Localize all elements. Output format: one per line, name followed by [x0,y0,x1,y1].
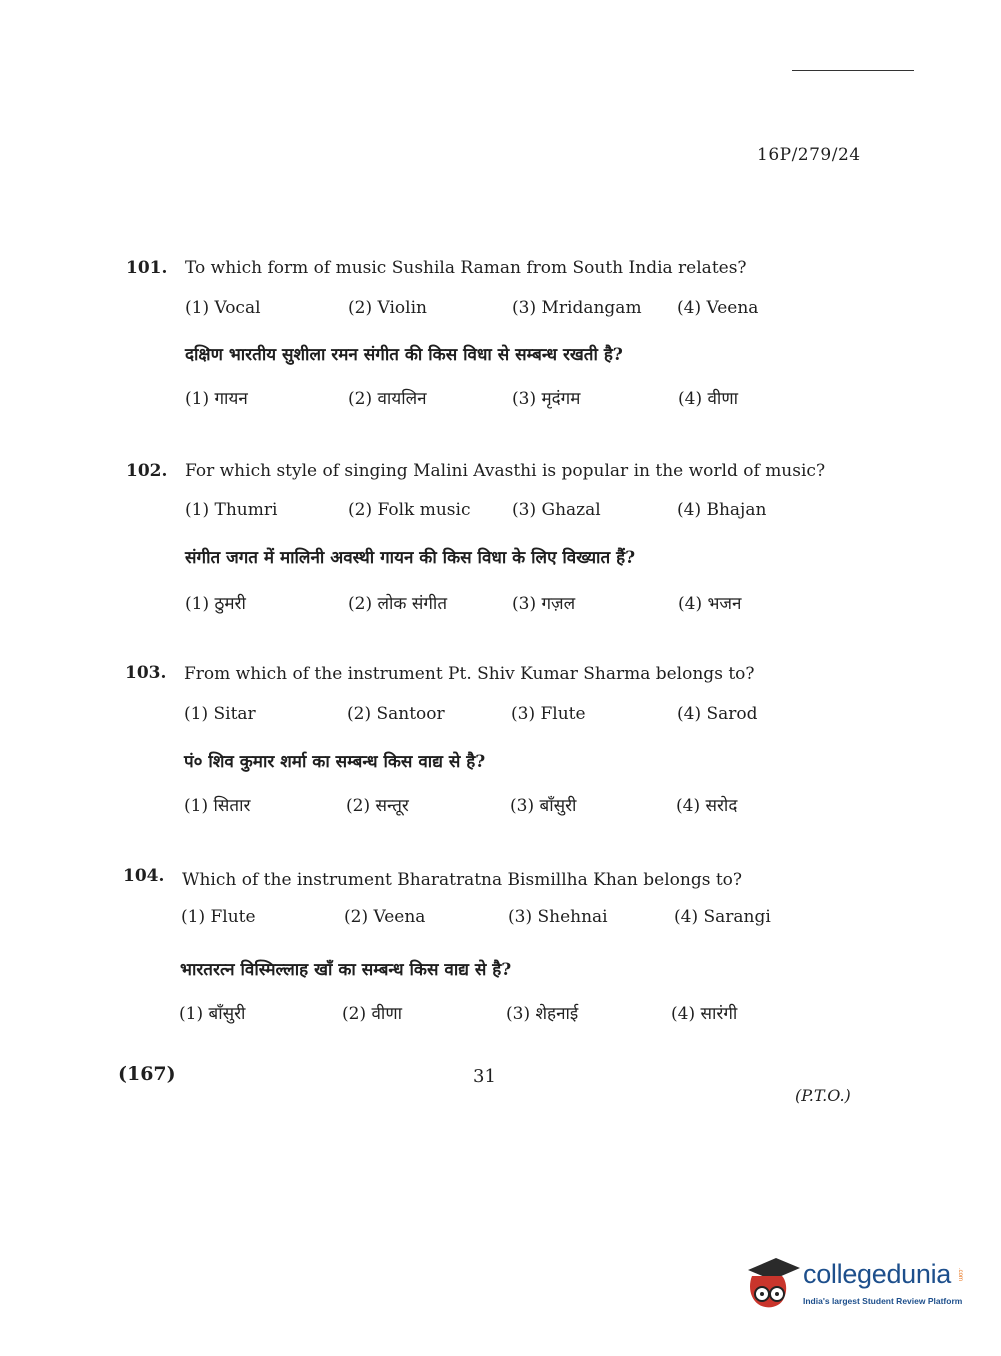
option-3-en: (3) Flute [511,704,586,724]
question-number: 102. [126,461,168,481]
option-2-en: (2) Santoor [347,704,445,724]
question-text-en: Which of the instrument Bharatratna Bismillha Khan belongs to? [182,870,743,890]
option-3-en: (3) Shehnai [508,907,608,927]
question-text-hi: दक्षिण भारतीय सुशीला रमन संगीत की किस विधा से सम्बन्ध रखती है? [185,345,623,365]
option-4-en: (4) Bhajan [677,500,767,520]
option-4-hi: (4) सरोद [676,796,738,816]
brand-suffix: .com [957,1268,963,1282]
option-3-hi: (3) मृदंगम [512,389,581,409]
option-3-hi: (3) बाँसुरी [510,796,577,816]
option-1-en: (1) Vocal [185,298,261,318]
option-1-en: (1) Sitar [184,704,256,724]
option-4-hi: (4) भजन [678,594,742,614]
option-1-hi: (1) ठुमरी [185,594,246,614]
page-number: 31 [473,1066,496,1087]
option-1-hi: (1) गायन [185,389,248,409]
option-2-hi: (2) वायलिन [348,389,427,409]
option-2-en: (2) Folk music [348,500,471,520]
option-1-hi: (1) बाँसुरी [179,1004,246,1024]
mascot-icon [742,1254,800,1312]
collegedunia-watermark [742,1254,967,1314]
option-3-hi: (3) गज़ल [512,594,576,614]
header-rule [792,70,914,71]
question-text-hi: संगीत जगत में मालिनी अवस्थी गायन की किस विधा के लिए विख्यात हैं? [185,548,636,568]
set-code: (167) [118,1063,176,1085]
option-3-en: (3) Mridangam [512,298,642,318]
question-text-en: From which of the instrument Pt. Shiv Kumar Sharma belongs to? [184,664,755,684]
question-text-en: To which form of music Sushila Raman from South India relates? [185,258,747,278]
question-text-hi: भारतरत्न विस्मिल्लाह खाँ का सम्बन्ध किस वाद्य से है? [180,960,512,980]
option-4-en: (4) Veena [677,298,759,318]
pto-label: (P.T.O.) [795,1086,851,1105]
option-1-en: (1) Flute [181,907,256,927]
brand-name: collegedunia [803,1259,952,1289]
option-4-en: (4) Sarangi [674,907,771,927]
option-2-hi: (2) वीणा [342,1004,403,1024]
question-number: 103. [125,663,167,683]
option-2-hi: (2) सन्तूर [346,796,409,816]
option-1-hi: (1) सितार [184,796,251,816]
option-4-hi: (4) सारंगी [671,1004,738,1024]
option-1-en: (1) Thumri [185,500,278,520]
option-2-en: (2) Veena [344,907,426,927]
question-text-en: For which style of singing Malini Avasthi is popular in the world of music? [185,461,826,481]
question-number: 104. [123,866,165,886]
paper-code: 16P/279/24 [757,145,861,165]
option-4-hi: (4) वीणा [678,389,739,409]
brand-tagline: India's largest Student Review Platform [803,1296,963,1306]
option-2-en: (2) Violin [348,298,427,318]
option-3-en: (3) Ghazal [512,500,601,520]
option-2-hi: (2) लोक संगीत [348,594,448,614]
question-text-hi: पं० शिव कुमार शर्मा का सम्बन्ध किस वाद्य से है? [184,752,486,772]
option-4-en: (4) Sarod [677,704,758,724]
option-3-hi: (3) शेहनाई [506,1004,579,1024]
question-number: 101. [126,258,168,278]
